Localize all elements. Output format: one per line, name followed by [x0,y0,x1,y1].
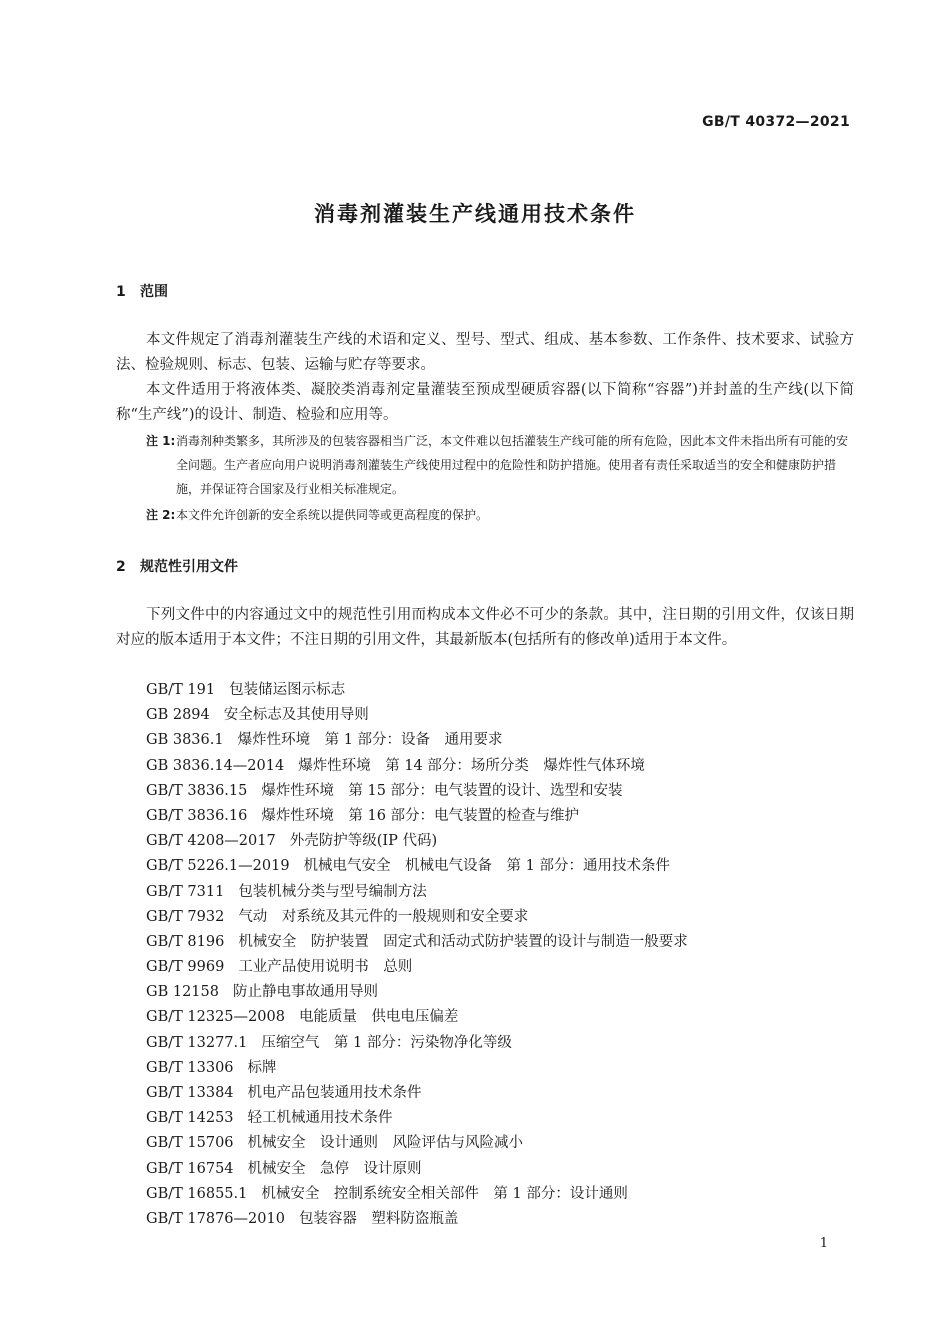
note-1 [146,429,854,501]
reference-item [146,1005,688,1030]
reference-title: 压缩空气 第 1 部分：污染物净化等级 [261,1034,512,1051]
reference-code: GB 3836.1 [146,732,224,749]
reference-code: GB/T 7932 [146,908,225,925]
reference-code: GB 12158 [146,984,219,1001]
reference-code: GB/T 14253 [146,1110,234,1127]
reference-title: 外壳防护等级(IP 代码) [289,833,438,850]
reference-item [146,779,688,804]
reference-title: 机械电气安全 机械电气设备 第 1 部分：通用技术条件 [303,858,670,875]
reference-title: 机械安全 控制系统安全相关部件 第 1 部分：设计通则 [261,1185,628,1202]
reference-item [146,1031,688,1056]
reference-item [146,1056,688,1081]
scope-paragraph-2: 本文件适用于将液体类、凝胶类消毒剂定量灌装至预成型硬质容器(以下简称“容器”)并封盖的生产线(以下简称“生产线”)的设计、制造、检验和应用等。 [116,382,854,423]
reference-item [146,804,688,829]
reference-title: 轻工机械通用技术条件 [247,1110,393,1127]
reference-item [146,905,688,930]
reference-item [146,854,688,879]
references-paragraph: 下列文件中的内容通过文中的规范性引用而构成本文件必不可少的条款。其中，注日期的引用文件，仅该日期对应的版本适用于本文件；不注日期的引用文件，其最新版本(包括所有的修改单)适用于本文件。 [116,607,854,648]
reference-title: 机械安全 防护装置 固定式和活动式防护装置的设计与制造一般要求 [238,933,688,950]
reference-item [146,955,688,980]
reference-code: GB 2894 [146,707,210,724]
reference-title: 工业产品使用说明书 总则 [238,959,413,976]
reference-code: GB/T 13277.1 [146,1034,248,1051]
reference-code: GB/T 17876—2010 [146,1210,285,1227]
reference-code: GB/T 8196 [146,933,225,950]
reference-item [146,1081,688,1106]
reference-title: 机电产品包装通用技术条件 [247,1085,422,1101]
standard-code: GB/T 40372—2021 [702,114,850,130]
reference-item [146,1207,688,1232]
reference-code: GB/T 16754 [146,1160,234,1177]
reference-title: 爆炸性环境 第 1 部分：设备 通用要求 [237,732,503,749]
reference-title: 机械安全 设计通则 风险评估与风险减小 [247,1135,524,1152]
section-number: 1 [116,284,126,300]
section-heading-scope [116,281,168,301]
reference-item [146,1106,688,1131]
reference-code: GB/T 12325—2008 [146,1009,285,1026]
reference-title: 包装储运图示标志 [229,682,346,698]
reference-item [146,829,688,854]
reference-code: GB/T 13306 [146,1059,234,1076]
reference-title: 包装容器 塑料防盗瓶盖 [298,1210,459,1227]
reference-title: 气动 对系统及其元件的一般规则和安全要求 [238,908,529,925]
reference-code: GB/T 15706 [146,1135,234,1152]
note-2 [146,503,854,527]
reference-code: GB/T 9969 [146,959,225,976]
reference-code: GB/T 5226.1—2019 [146,858,290,875]
reference-item [146,1157,688,1182]
reference-title: 机械安全 急停 设计原则 [247,1160,422,1177]
section-title: 范围 [140,284,168,300]
reference-item [146,703,688,728]
note-text: 消毒剂种类繁多，其所涉及的包装容器相当广泛，本文件难以包括灌装生产线可能的所有危险，因此本文件未指出所有可能的安全问题。生产者应向用户说明消毒剂灌装生产线使用过程中的危险性和防护措施。使用者有责任采取适当的安全和健康防护措施，并保证符合国家及行业相关标准规定。 [176,434,849,496]
section-number: 2 [116,559,126,575]
reference-code: GB/T 4208—2017 [146,833,276,850]
reference-item [146,1131,688,1156]
reference-code: GB/T 13384 [146,1085,234,1101]
note-text: 本文件允许创新的安全系统以提供同等或更高程度的保护。 [176,508,489,522]
reference-item [146,880,688,905]
reference-list [146,678,688,1232]
reference-code: GB/T 7311 [146,883,225,900]
section-title: 规范性引用文件 [140,559,238,575]
page-number: 1 [819,1236,828,1251]
document-title: 消毒剂灌装生产线通用技术条件 [314,202,636,226]
reference-code: GB/T 16855.1 [146,1185,248,1202]
reference-item [146,930,688,955]
reference-item [146,678,688,703]
reference-title: 爆炸性环境 第 16 部分：电气装置的检查与维护 [261,807,580,824]
reference-title: 电能质量 供电电压偏差 [298,1009,459,1026]
reference-title: 爆炸性环境 第 14 部分：场所分类 爆炸性气体环境 [298,757,645,774]
note-label: 注 1: [146,434,176,448]
reference-item [146,754,688,779]
reference-title: 防止静电事故通用导则 [232,984,378,1001]
scope-paragraph-1: 本文件规定了消毒剂灌装生产线的术语和定义、型号、型式、组成、基本参数、工作条件、技术要求、试验方法、检验规则、标志、包装、运输与贮存等要求。 [116,332,854,373]
reference-title: 爆炸性环境 第 15 部分：电气装置的设计、选型和安装 [261,782,623,799]
reference-title: 包装机械分类与型号编制方法 [238,883,427,900]
reference-code: GB 3836.14—2014 [146,757,285,774]
reference-item [146,980,688,1005]
reference-code: GB/T 191 [146,682,216,698]
reference-title: 标牌 [247,1059,277,1076]
note-label: 注 2: [146,508,176,522]
reference-item [146,728,688,753]
reference-code: GB/T 3836.15 [146,782,248,799]
section-heading-normative-references [116,556,238,576]
reference-title: 安全标志及其使用导则 [223,707,369,724]
reference-code: GB/T 3836.16 [146,807,248,824]
reference-item [146,1182,688,1207]
